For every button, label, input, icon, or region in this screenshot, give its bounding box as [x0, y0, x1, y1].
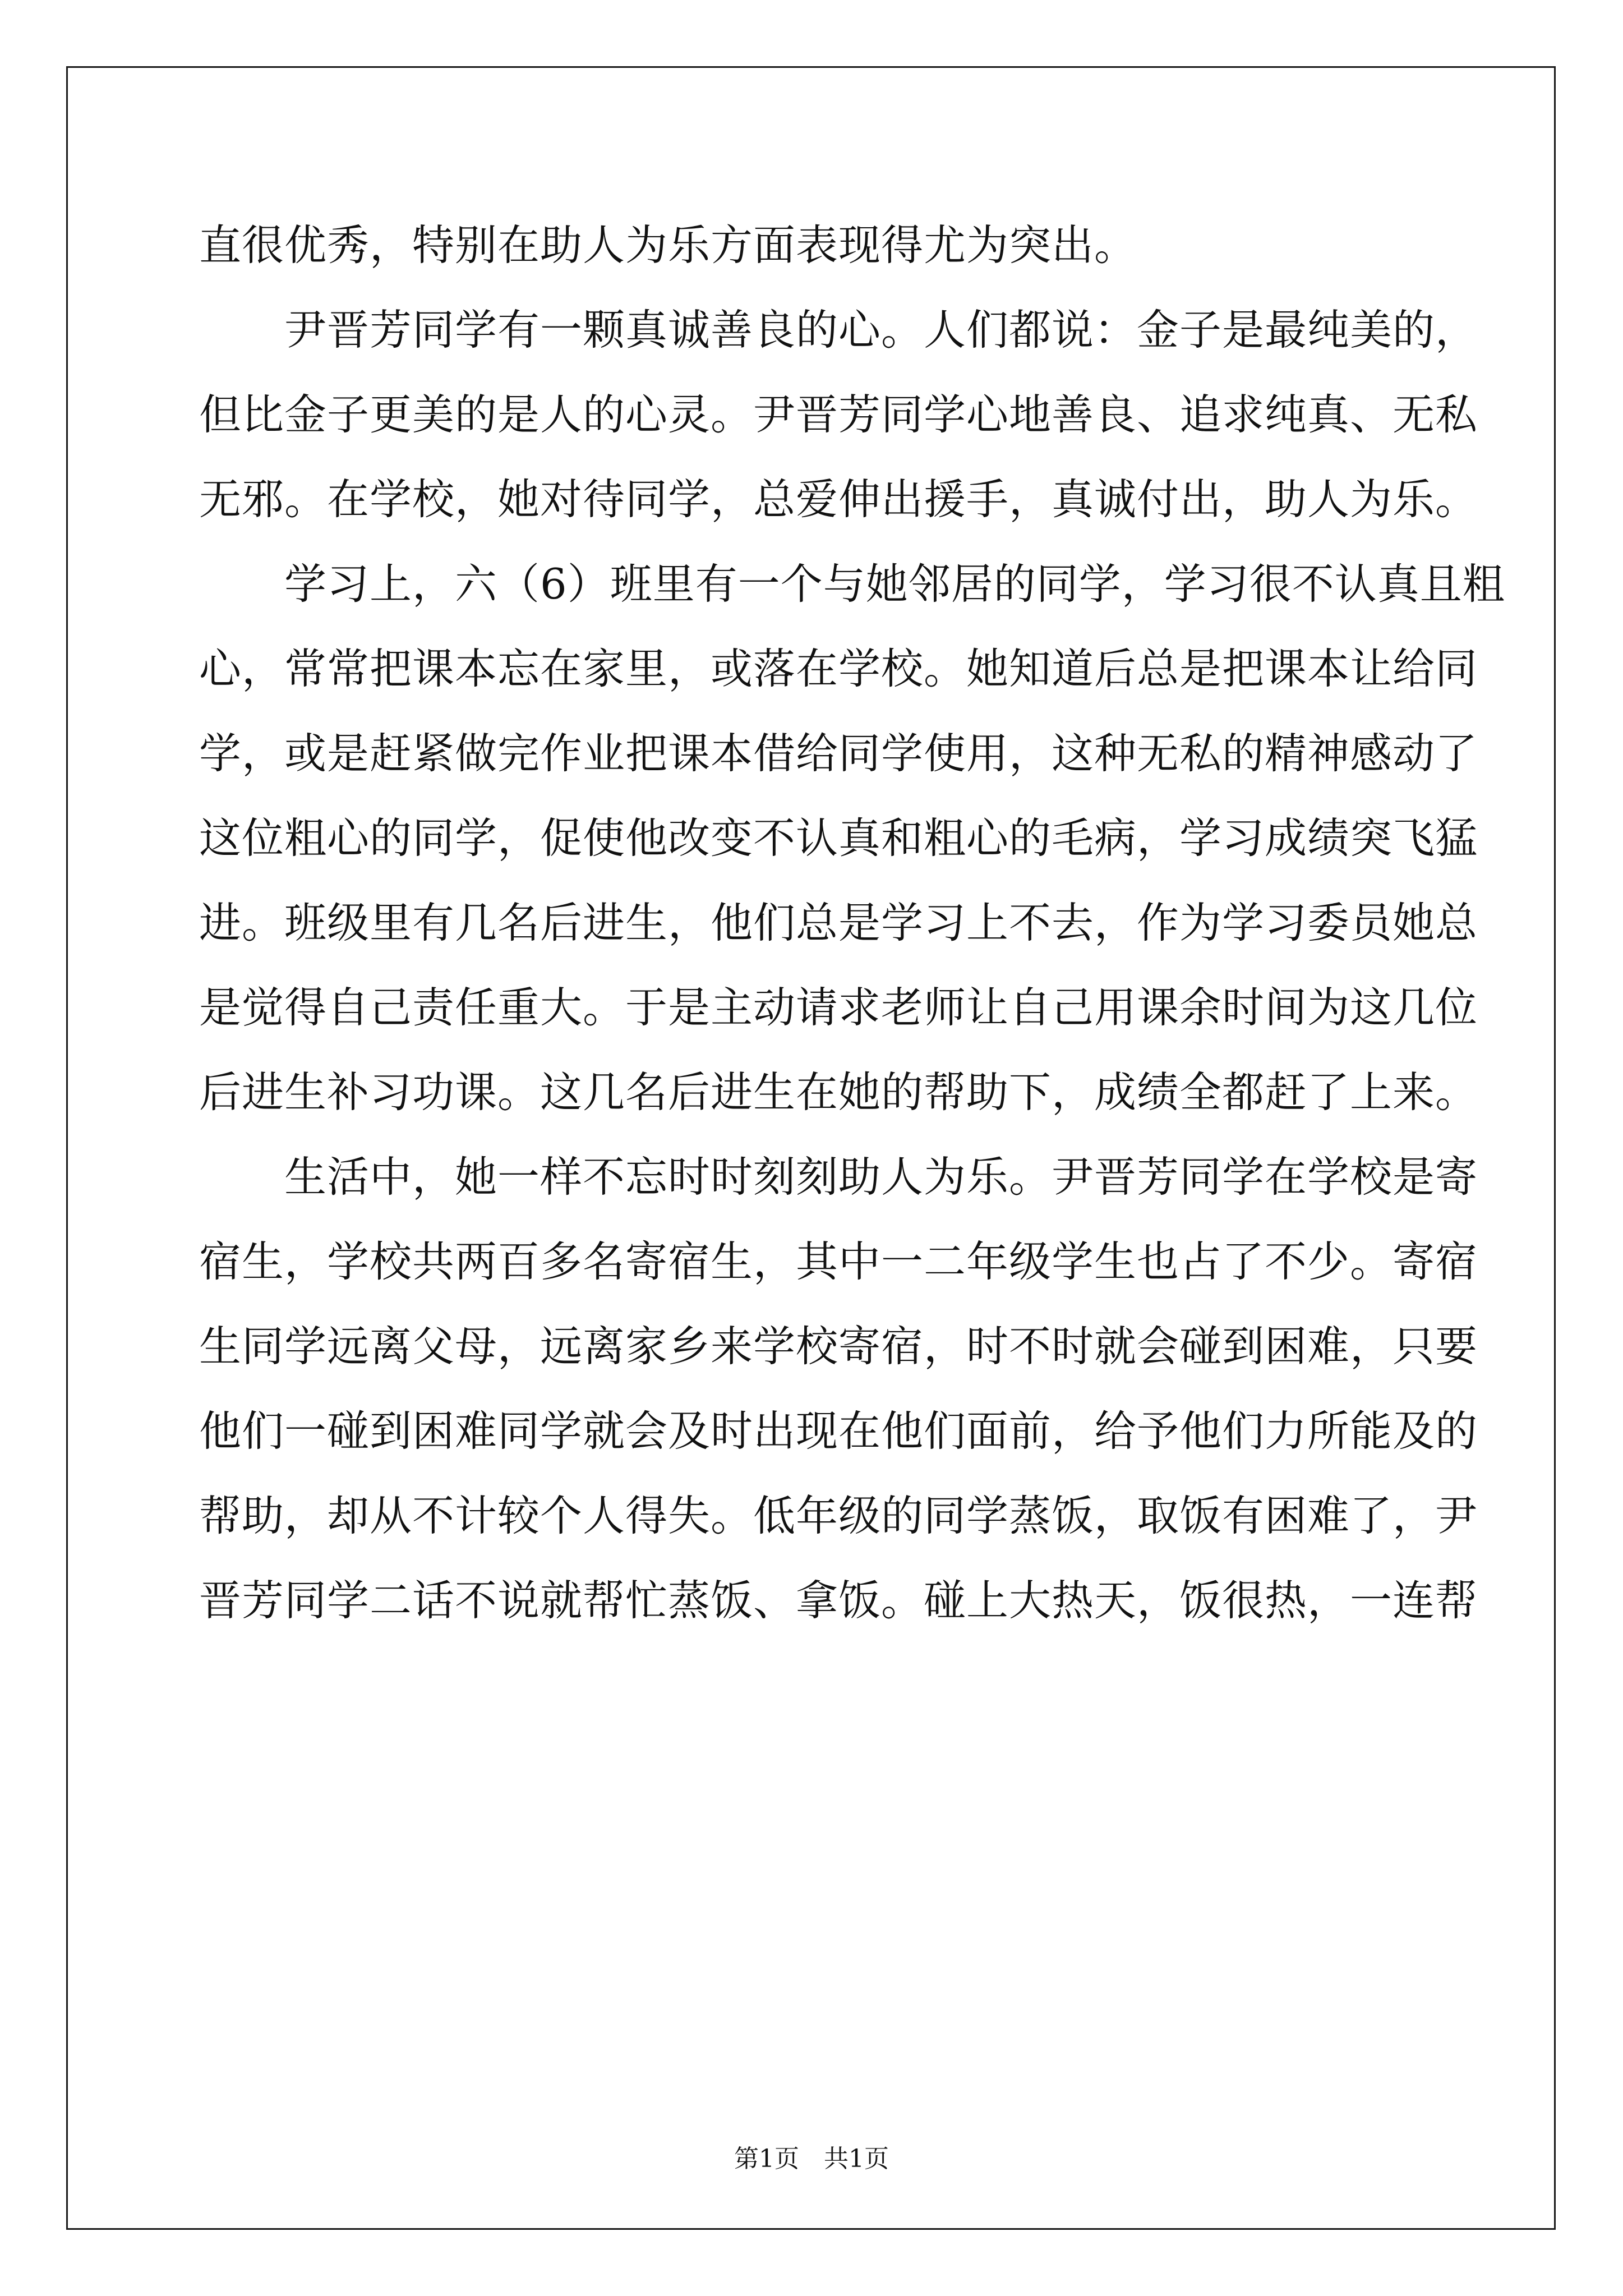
text-line: 生活中，她一样不忘时时刻刻助人为乐。尹晋芳同学在学校是寄 — [284, 1152, 1478, 1202]
text-line: 但比金子更美的是人的心灵。尹晋芳同学心地善良、追求纯真、无私 — [199, 390, 1478, 439]
text-line: 是觉得自己责任重大。于是主动请求老师让自己用课余时间为这几位 — [199, 983, 1478, 1032]
text-line: 直很优秀，特别在助人为乐方面表现得尤为突出。 — [199, 220, 1137, 270]
text-line: 心，常常把课本忘在家里，或落在学校。她知道后总是把课本让给同 — [199, 644, 1478, 693]
text-line: 后进生补习功课。这几名后进生在她的帮助下，成绩全都赶了上来。 — [199, 1068, 1478, 1117]
document-body — [199, 203, 1505, 1643]
text-line: 帮助，却从不计较个人得失。低年级的同学蒸饭，取饭有困难了，尹 — [199, 1491, 1478, 1540]
text-line: 无邪。在学校，她对待同学，总爱伸出援手，真诚付出，助人为乐。 — [199, 475, 1478, 524]
text-line: 这位粗心的同学，促使他改变不认真和粗心的毛病，学习成绩突飞猛 — [199, 813, 1478, 863]
text-line: 学习上，六（6）班里有一个与她邻居的同学，学习很不认真且粗 — [284, 559, 1505, 609]
text-line: 晋芳同学二话不说就帮忙蒸饭、拿饭。碰上大热天，饭很热，一连帮 — [199, 1576, 1478, 1625]
page-number-current: 第1页 — [734, 2145, 799, 2173]
text-line: 进。班级里有几名后进生，他们总是学习上不去，作为学习委员她总 — [199, 898, 1478, 947]
page-number-total: 共1页 — [824, 2145, 889, 2173]
text-line: 宿生，学校共两百多名寄宿生，其中一二年级学生也占了不少。寄宿 — [199, 1237, 1478, 1286]
text-line: 学，或是赶紧做完作业把课本借给同学使用，这种无私的精神感动了 — [199, 729, 1478, 778]
text-line: 他们一碰到困难同学就会及时出现在他们面前，给予他们力所能及的 — [199, 1406, 1478, 1456]
text-line: 生同学远离父母，远离家乡来学校寄宿，时不时就会碰到困难，只要 — [199, 1322, 1478, 1371]
text-line: 尹晋芳同学有一颗真诚善良的心。人们都说：金子是最纯美的， — [284, 305, 1478, 355]
page-footer — [0, 2138, 1623, 2174]
